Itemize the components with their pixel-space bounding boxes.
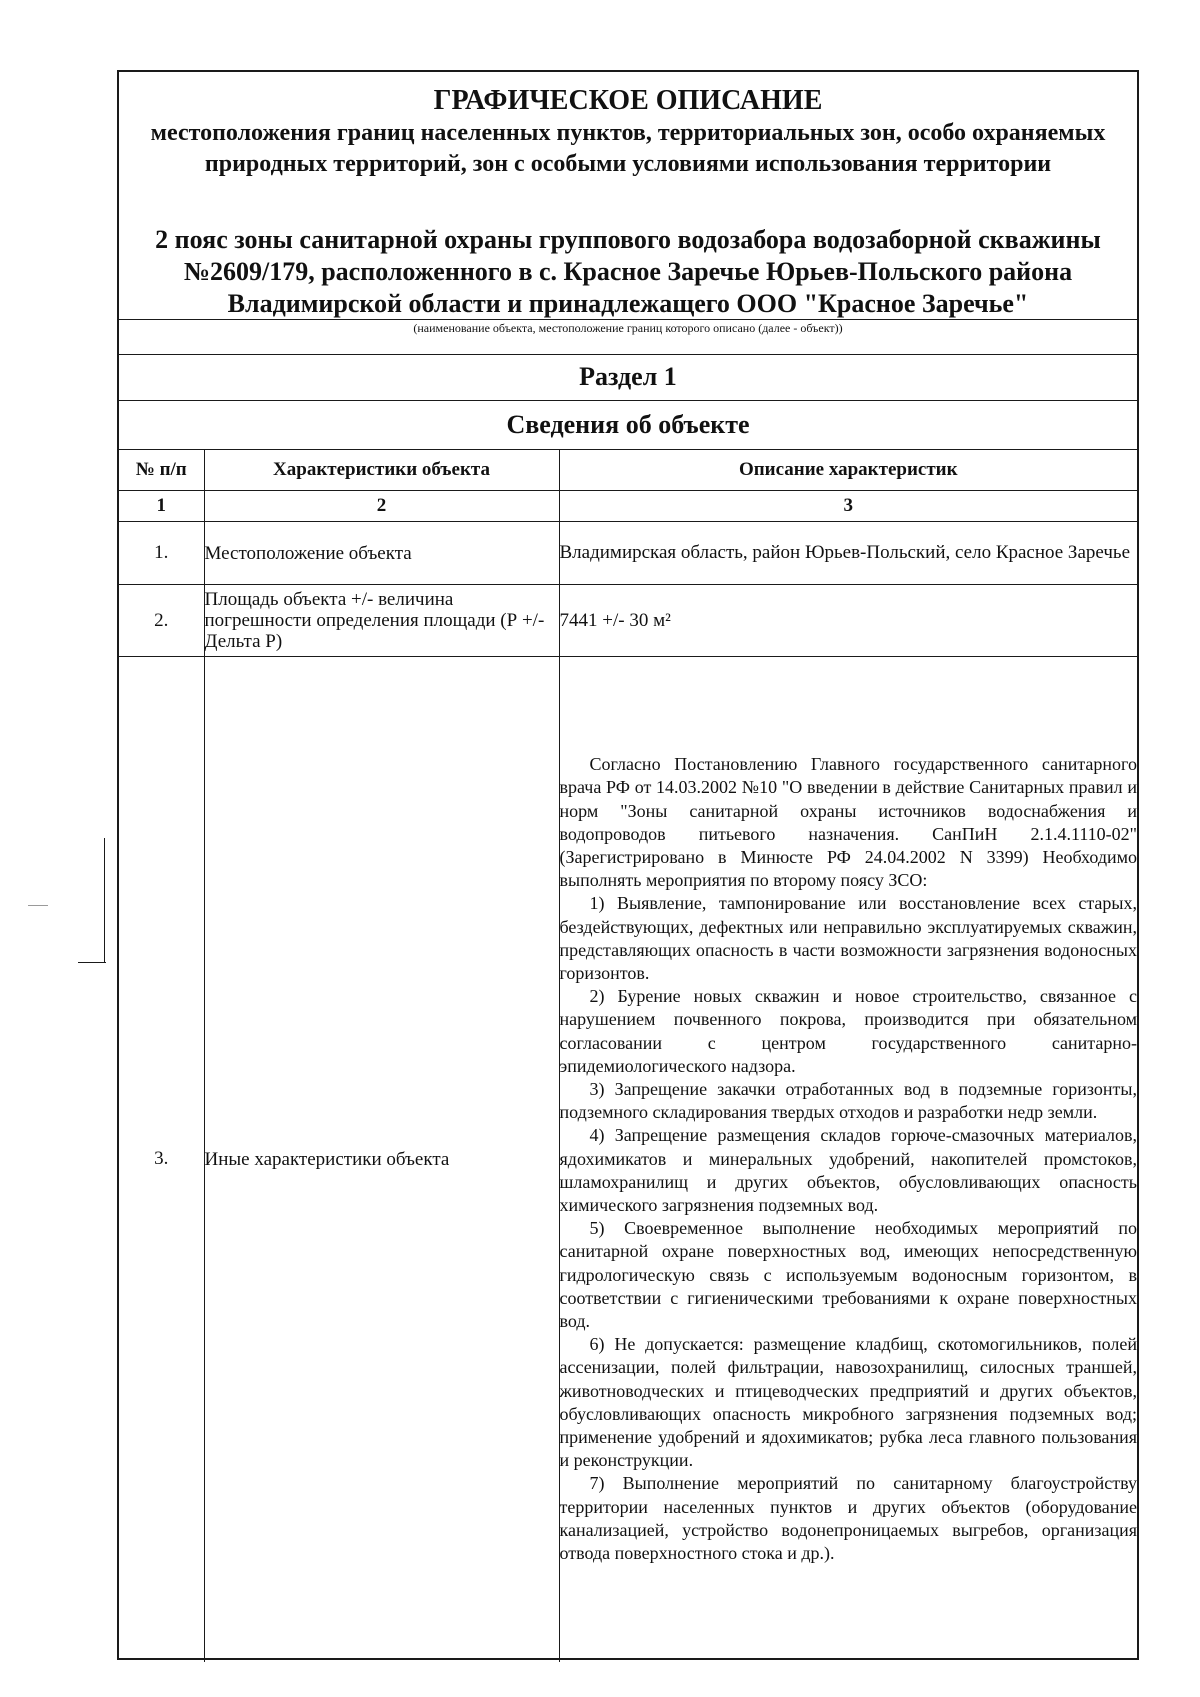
requirement-item: 2) Бурение новых скважин и новое строительство, связанное с нарушением почвенного покрова, производится при обязательном согласовании с центром государственного санитарно-эпидемиологического надзора. <box>559 986 1137 1076</box>
table-column-numbers-row <box>119 491 1137 522</box>
requirement-item: 7) Выполнение мероприятий по санитарному благоустройству территории населенных пунктов и других объектов (оборудование канализацией, устройство водонепроницаемых выгребов, организация отвода поверхностного стока и др.). <box>559 1473 1137 1564</box>
table-row <box>119 657 1137 1662</box>
row-description: Владимирская область, район Юрьев-Польский, село Красное Заречье <box>559 522 1137 585</box>
requirements-intro: Согласно Постановлению Главного государственного санитарного врача РФ от 14.03.2002 №10 "О введении в действие Санитарных правил и норм "Зоны санитарной охраны источников водоснабжения и водопроводов питьевого назначения. СанПиН 2.1.4.1110-02" (Зарегистрировано в Минюсте РФ 24.04.2002 N 3399) Необходимо выполнять мероприятия по второму поясу ЗСО: <box>559 754 1137 891</box>
object-caption-text: (наименование объекта, местоположение границ которого описано (далее - объект)) <box>413 321 843 335</box>
row-index: 1. <box>119 522 204 585</box>
table-row <box>119 522 1137 585</box>
margin-binding-line <box>104 838 105 962</box>
requirement-item: 3) Запрещение закачки отработанных вод в подземные горизонты, подземного складирования твердых отходов и разработки недр земли. <box>559 1079 1137 1123</box>
document-subtitle: местоположения границ населенных пунктов, территориальных зон, особо охраняемых природных территорий, зон с особыми условиями использования территории <box>150 120 1106 177</box>
object-properties-table <box>119 449 1137 1662</box>
column-header-description: Описание характеристик <box>559 449 1137 491</box>
document-header <box>119 72 1137 354</box>
section-title: Раздел 1 <box>579 362 677 391</box>
object-name: 2 пояс зоны санитарной охраны группового водозабора водозаборной скважины №2609/179, расположенного в с. Красное Заречье Юрьев-Польского района Владимирской области и принадлежащего ООО "Красное Заречье" <box>155 225 1101 318</box>
table-row <box>119 585 1137 657</box>
column-number: 2 <box>204 491 559 522</box>
row-index: 3. <box>119 657 204 1662</box>
row-description: 7441 +/- 30 м² <box>559 585 1137 657</box>
row-index: 2. <box>119 585 204 657</box>
row-description <box>559 657 1137 1662</box>
section-subtitle: Сведения об объекте <box>506 410 750 439</box>
document-frame <box>117 70 1139 1660</box>
requirement-item: 4) Запрещение размещения складов горюче-смазочных материалов, ядохимикатов и минеральных удобрений, накопителей промстоков, шламохранилищ и других объектов, обусловливающих опасность химического загрязнения подземных вод. <box>559 1125 1137 1216</box>
column-number: 3 <box>559 491 1137 522</box>
object-caption <box>119 319 1137 355</box>
row-characteristic: Местоположение объекта <box>204 522 559 585</box>
table-header-row <box>119 449 1137 491</box>
column-header-characteristic: Характеристики объекта <box>204 449 559 491</box>
requirement-item: 1) Выявление, тампонирование или восстановление всех старых, бездействующих, дефектных или неправильно эксплуатируемых скважин, представляющих опасность в части возможности загрязнения водоносных горизонтов. <box>559 893 1137 984</box>
margin-scan-artifact <box>28 905 48 906</box>
row-characteristic: Иные характеристики объекта <box>204 657 559 1662</box>
margin-binding-tick <box>78 962 106 963</box>
column-header-number: № п/п <box>119 449 204 491</box>
document-title: ГРАФИЧЕСКОЕ ОПИСАНИЕ <box>433 85 823 116</box>
row-characteristic: Площадь объекта +/- величина погрешности определения площади (Р +/- Дельта Р) <box>204 585 559 657</box>
requirement-item: 5) Своевременное выполнение необходимых мероприятий по санитарной охране поверхностных вод, имеющих непосредственную гидрологическую связь с используемым водоносным горизонтом, в соответствии с гигиеническими требованиями к охране поверхностных вод. <box>559 1218 1137 1332</box>
column-number: 1 <box>119 491 204 522</box>
requirement-item: 6) Не допускается: размещение кладбищ, скотомогильников, полей ассенизации, полей фильтрации, навозохранилищ, силосных траншей, животноводческих и птицеводческих предприятий и других объектов, обусловливающих опасность микробного загрязнения подземных вод; применение удобрений и ядохимикатов; рубка леса главного пользования и реконструкции. <box>559 1334 1137 1471</box>
